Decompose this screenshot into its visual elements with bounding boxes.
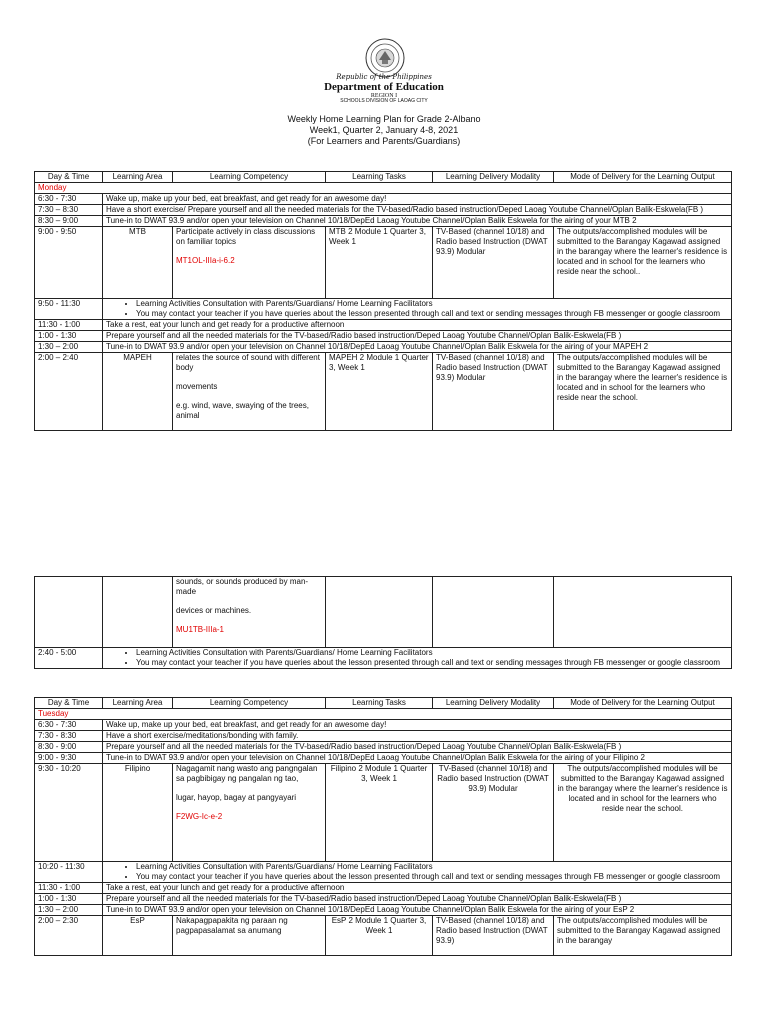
time-cell: 2:00 – 2:40 (35, 353, 103, 431)
time-cell: 1:00 - 1:30 (35, 331, 103, 342)
time-cell: 9:00 - 9:30 (35, 753, 103, 764)
tasks-cell: MAPEH 2 Module 1 Quarter 3, Week 1 (326, 353, 433, 431)
time-cell: 7:30 – 8:30 (35, 205, 103, 216)
competency-cell: Nakapagpapakita ng paraan ng pagpapasalamat sa anumang (173, 916, 326, 956)
time-cell: 2:40 - 5:00 (35, 648, 103, 669)
activity-cell: Wake up, make up your bed, eat breakfast, and get ready for an awesome day! (103, 194, 732, 205)
col-competency: Learning Competency (173, 698, 326, 709)
time-cell: 6:30 - 7:30 (35, 720, 103, 731)
competency-text: sounds, or sounds produced by man-made (176, 577, 309, 596)
time-cell: 1:30 – 2:00 (35, 905, 103, 916)
competency-text: Participate actively in class discussions on familiar topics (176, 227, 316, 246)
table-row (35, 720, 732, 731)
col-mode-output: Mode of Delivery for the Learning Output (554, 698, 732, 709)
table-row (35, 894, 732, 905)
activity-cell: Take a rest, eat your lunch and get ready for a productive afternoon (103, 320, 732, 331)
list-item: • Learning Activities Consultation with Parents/Guardians/ Home Learning Facilitators (136, 648, 728, 658)
day-label: Monday (35, 183, 732, 194)
activity-cell: Take a rest, eat your lunch and get ready for a productive afternoon (103, 883, 732, 894)
tasks-cell: MTB 2 Module 1 Quarter 3, Week 1 (326, 227, 433, 299)
competency-cell (173, 227, 326, 299)
consultation-cell (103, 862, 732, 883)
table-row (35, 905, 732, 916)
day-label-row (35, 709, 732, 720)
activity-cell: Prepare yourself and all the needed materials for the TV-based/Radio based instruction/Deped Laoag Youtube Channel/Oplan Balik-Eskwela(FB ) (103, 894, 732, 905)
region-text: REGION I (370, 93, 398, 99)
activity-cell: Tune-in to DWAT 93.9 and/or open your television on Channel 10/18/DepEd Laoag Youtube Channel/Oplan Balik Eskwela for the airing of your MTB 2 (103, 216, 732, 227)
competency-cell (173, 764, 326, 862)
competency-text: movements (176, 382, 218, 391)
time-cell: 1:00 - 1:30 (35, 894, 103, 905)
table-row (35, 731, 732, 742)
table-row (35, 648, 732, 669)
activity-cell: Wake up, make up your bed, eat breakfast, and get ready for an awesome day! (103, 720, 732, 731)
activity-cell: Have a short exercise/ Prepare yourself and all the needed materials for the TV-based/Radio based instruction/Deped Laoag Youtube Channel/Oplan Balik-Eskwela(FB ) (103, 205, 732, 216)
output-cell: The outputs/accomplished modules will be submitted to the Barangay Kagawad assigned in the barangay where the learner's residence is located and in school for the learners who reside near the school.. (554, 227, 732, 299)
col-day-time: Day & Time (35, 172, 103, 183)
table-header-row (35, 698, 732, 709)
activity-cell: Prepare yourself and all the needed materials for the TV-based/Radio based instruction/Deped Laoag Youtube Channel/Oplan Balik-Eskwela(FB ) (103, 742, 732, 753)
activity-cell: Tune-in to DWAT 93.9 and/or open your television on Channel 10/18/DepEd Laoag Youtube Channel/Oplan Balik Eskwela for the airing of your Filipino 2 (103, 753, 732, 764)
time-cell: 10:20 - 11:30 (35, 862, 103, 883)
col-tasks: Learning Tasks (326, 172, 433, 183)
col-delivery: Learning Delivery Modality (433, 172, 554, 183)
learning-area-cell: MAPEH (103, 353, 173, 431)
modality-cell: TV-Based (channel 10/18) and Radio based Instruction (DWAT 93.9) Modular (433, 227, 554, 299)
competency-cell (173, 353, 326, 431)
plan-audience: (For Learners and Parents/Guardians) (307, 136, 461, 146)
continuation-table (34, 576, 732, 669)
competency-text: relates the source of sound with different body (176, 353, 320, 372)
col-learning-area: Learning Area (103, 172, 173, 183)
list-item: • You may contact your teacher if you have queries about the lesson presented through call and text or sending messages through FB messenger or google classroom (136, 658, 728, 668)
competency-text: devices or machines. (176, 606, 252, 615)
table-row (35, 299, 732, 320)
output-cell: The outputs/accomplished modules will be submitted to the Barangay Kagawad assigned in the barangay (554, 916, 732, 956)
activity-cell: Tune-in to DWAT 93.9 and/or open your television on Channel 10/18/DepEd Laoag Youtube Channel/Oplan Balik Eskwela for the airing of your EsP 2 (103, 905, 732, 916)
monday-schedule-table (34, 171, 732, 431)
learning-area-cell: Filipino (103, 764, 173, 862)
competency-code: MT1OL-IIIa-i-6.2 (176, 256, 235, 265)
competency-code: F2WG-Ic-e-2 (176, 812, 223, 821)
competency-cell (173, 577, 326, 648)
modality-cell: TV-Based (channel 10/18) and Radio based Instruction (DWAT 93.9) (433, 916, 554, 956)
col-day-time: Day & Time (35, 698, 103, 709)
table-row (35, 742, 732, 753)
plan-week: Week1, Quarter 2, January 4-8, 2021 (309, 125, 459, 135)
competency-code: MU1TB-IIIa-1 (176, 625, 225, 634)
time-cell: 9:00 - 9:50 (35, 227, 103, 299)
table-row (35, 883, 732, 894)
table-row (35, 194, 732, 205)
competency-text: e.g. wind, wave, swaying of the trees, animal (176, 401, 309, 420)
table-row (35, 753, 732, 764)
day-label-row (35, 183, 732, 194)
time-cell: 9:30 - 10:20 (35, 764, 103, 862)
plan-title: Weekly Home Learning Plan for Grade 2-Albano (287, 114, 481, 124)
col-learning-area: Learning Area (103, 698, 173, 709)
table-row (35, 862, 732, 883)
col-tasks: Learning Tasks (326, 698, 433, 709)
time-cell: 9:50 - 11:30 (35, 299, 103, 320)
deped-seal-logo (365, 38, 405, 78)
day-label: Tuesday (35, 709, 732, 720)
table-row (35, 342, 732, 353)
table-row (35, 916, 732, 956)
time-cell: 7:30 - 8:30 (35, 731, 103, 742)
tasks-cell: Filipino 2 Module 1 Quarter 3, Week 1 (326, 764, 433, 862)
table-row (35, 577, 732, 648)
col-competency: Learning Competency (173, 172, 326, 183)
list-item: • You may contact your teacher if you have queries about the lesson presented through call and text or sending messages through FB messenger or google classroom (136, 872, 728, 882)
output-cell: The outputs/accomplished modules will be submitted to the Barangay Kagawad assigned in the barangay where the learner's residence is located and in school for the learners who reside near the school. (554, 764, 732, 862)
modality-cell: TV-Based (channel 10/18) and Radio based Instruction (DWAT 93.9) Modular (433, 764, 554, 862)
department-name: Department of Education (324, 81, 444, 93)
table-row (35, 205, 732, 216)
time-cell: 2:00 – 2:30 (35, 916, 103, 956)
republic-text: Republic of the Philippines (336, 73, 432, 81)
list-item: • You may contact your teacher if you have queries about the lesson presented through call and text or sending messages through FB messenger or google classroom (136, 309, 728, 319)
list-item: • Learning Activities Consultation with Parents/Guardians/ Home Learning Facilitators (136, 299, 728, 309)
division-text: SCHOOLS DIVISION OF LAOAG CITY (340, 98, 428, 104)
table-row (35, 227, 732, 299)
time-cell: 1:30 – 2:00 (35, 342, 103, 353)
activity-cell: Have a short exercise/meditations/bonding with family. (103, 731, 732, 742)
table-row (35, 320, 732, 331)
competency-text: Nagagamit nang wasto ang pangngalan sa pagbibigay ng pangalan ng tao, (176, 764, 318, 783)
activity-cell: Prepare yourself and all the needed materials for the TV-based/Radio based instruction/Deped Laoag Youtube Channel/Oplan Balik-Eskwela(FB ) (103, 331, 732, 342)
output-cell: The outputs/accomplished modules will be submitted to the Barangay Kagawad assigned in the barangay where the learner's residence is located and in school for the learners who reside near the school. (554, 353, 732, 431)
consultation-cell (103, 299, 732, 320)
table-row (35, 331, 732, 342)
col-mode-output: Mode of Delivery for the Learning Output (554, 172, 732, 183)
table-row (35, 764, 732, 862)
modality-cell: TV-Based (channel 10/18) and Radio based Instruction (DWAT 93.9) Modular (433, 353, 554, 431)
table-row (35, 353, 732, 431)
tasks-cell: EsP 2 Module 1 Quarter 3, Week 1 (326, 916, 433, 956)
consultation-cell (103, 648, 732, 669)
time-cell: 11:30 - 1:00 (35, 320, 103, 331)
competency-text: lugar, hayop, bagay at pangyayari (176, 793, 297, 802)
time-cell: 11:30 - 1:00 (35, 883, 103, 894)
learning-area-cell: EsP (103, 916, 173, 956)
time-cell: 8:30 - 9:00 (35, 742, 103, 753)
time-cell: 8:30 – 9:00 (35, 216, 103, 227)
time-cell: 6:30 - 7:30 (35, 194, 103, 205)
table-header-row (35, 172, 732, 183)
learning-area-cell: MTB (103, 227, 173, 299)
col-delivery: Learning Delivery Modality (433, 698, 554, 709)
tuesday-schedule-table (34, 697, 732, 956)
activity-cell: Tune-in to DWAT 93.9 and/or open your television on Channel 10/18/DepEd Laoag Youtube Channel/Oplan Balik Eskwela for the airing of your MAPEH 2 (103, 342, 732, 353)
list-item: • Learning Activities Consultation with Parents/Guardians/ Home Learning Facilitators (136, 862, 728, 872)
table-row (35, 216, 732, 227)
